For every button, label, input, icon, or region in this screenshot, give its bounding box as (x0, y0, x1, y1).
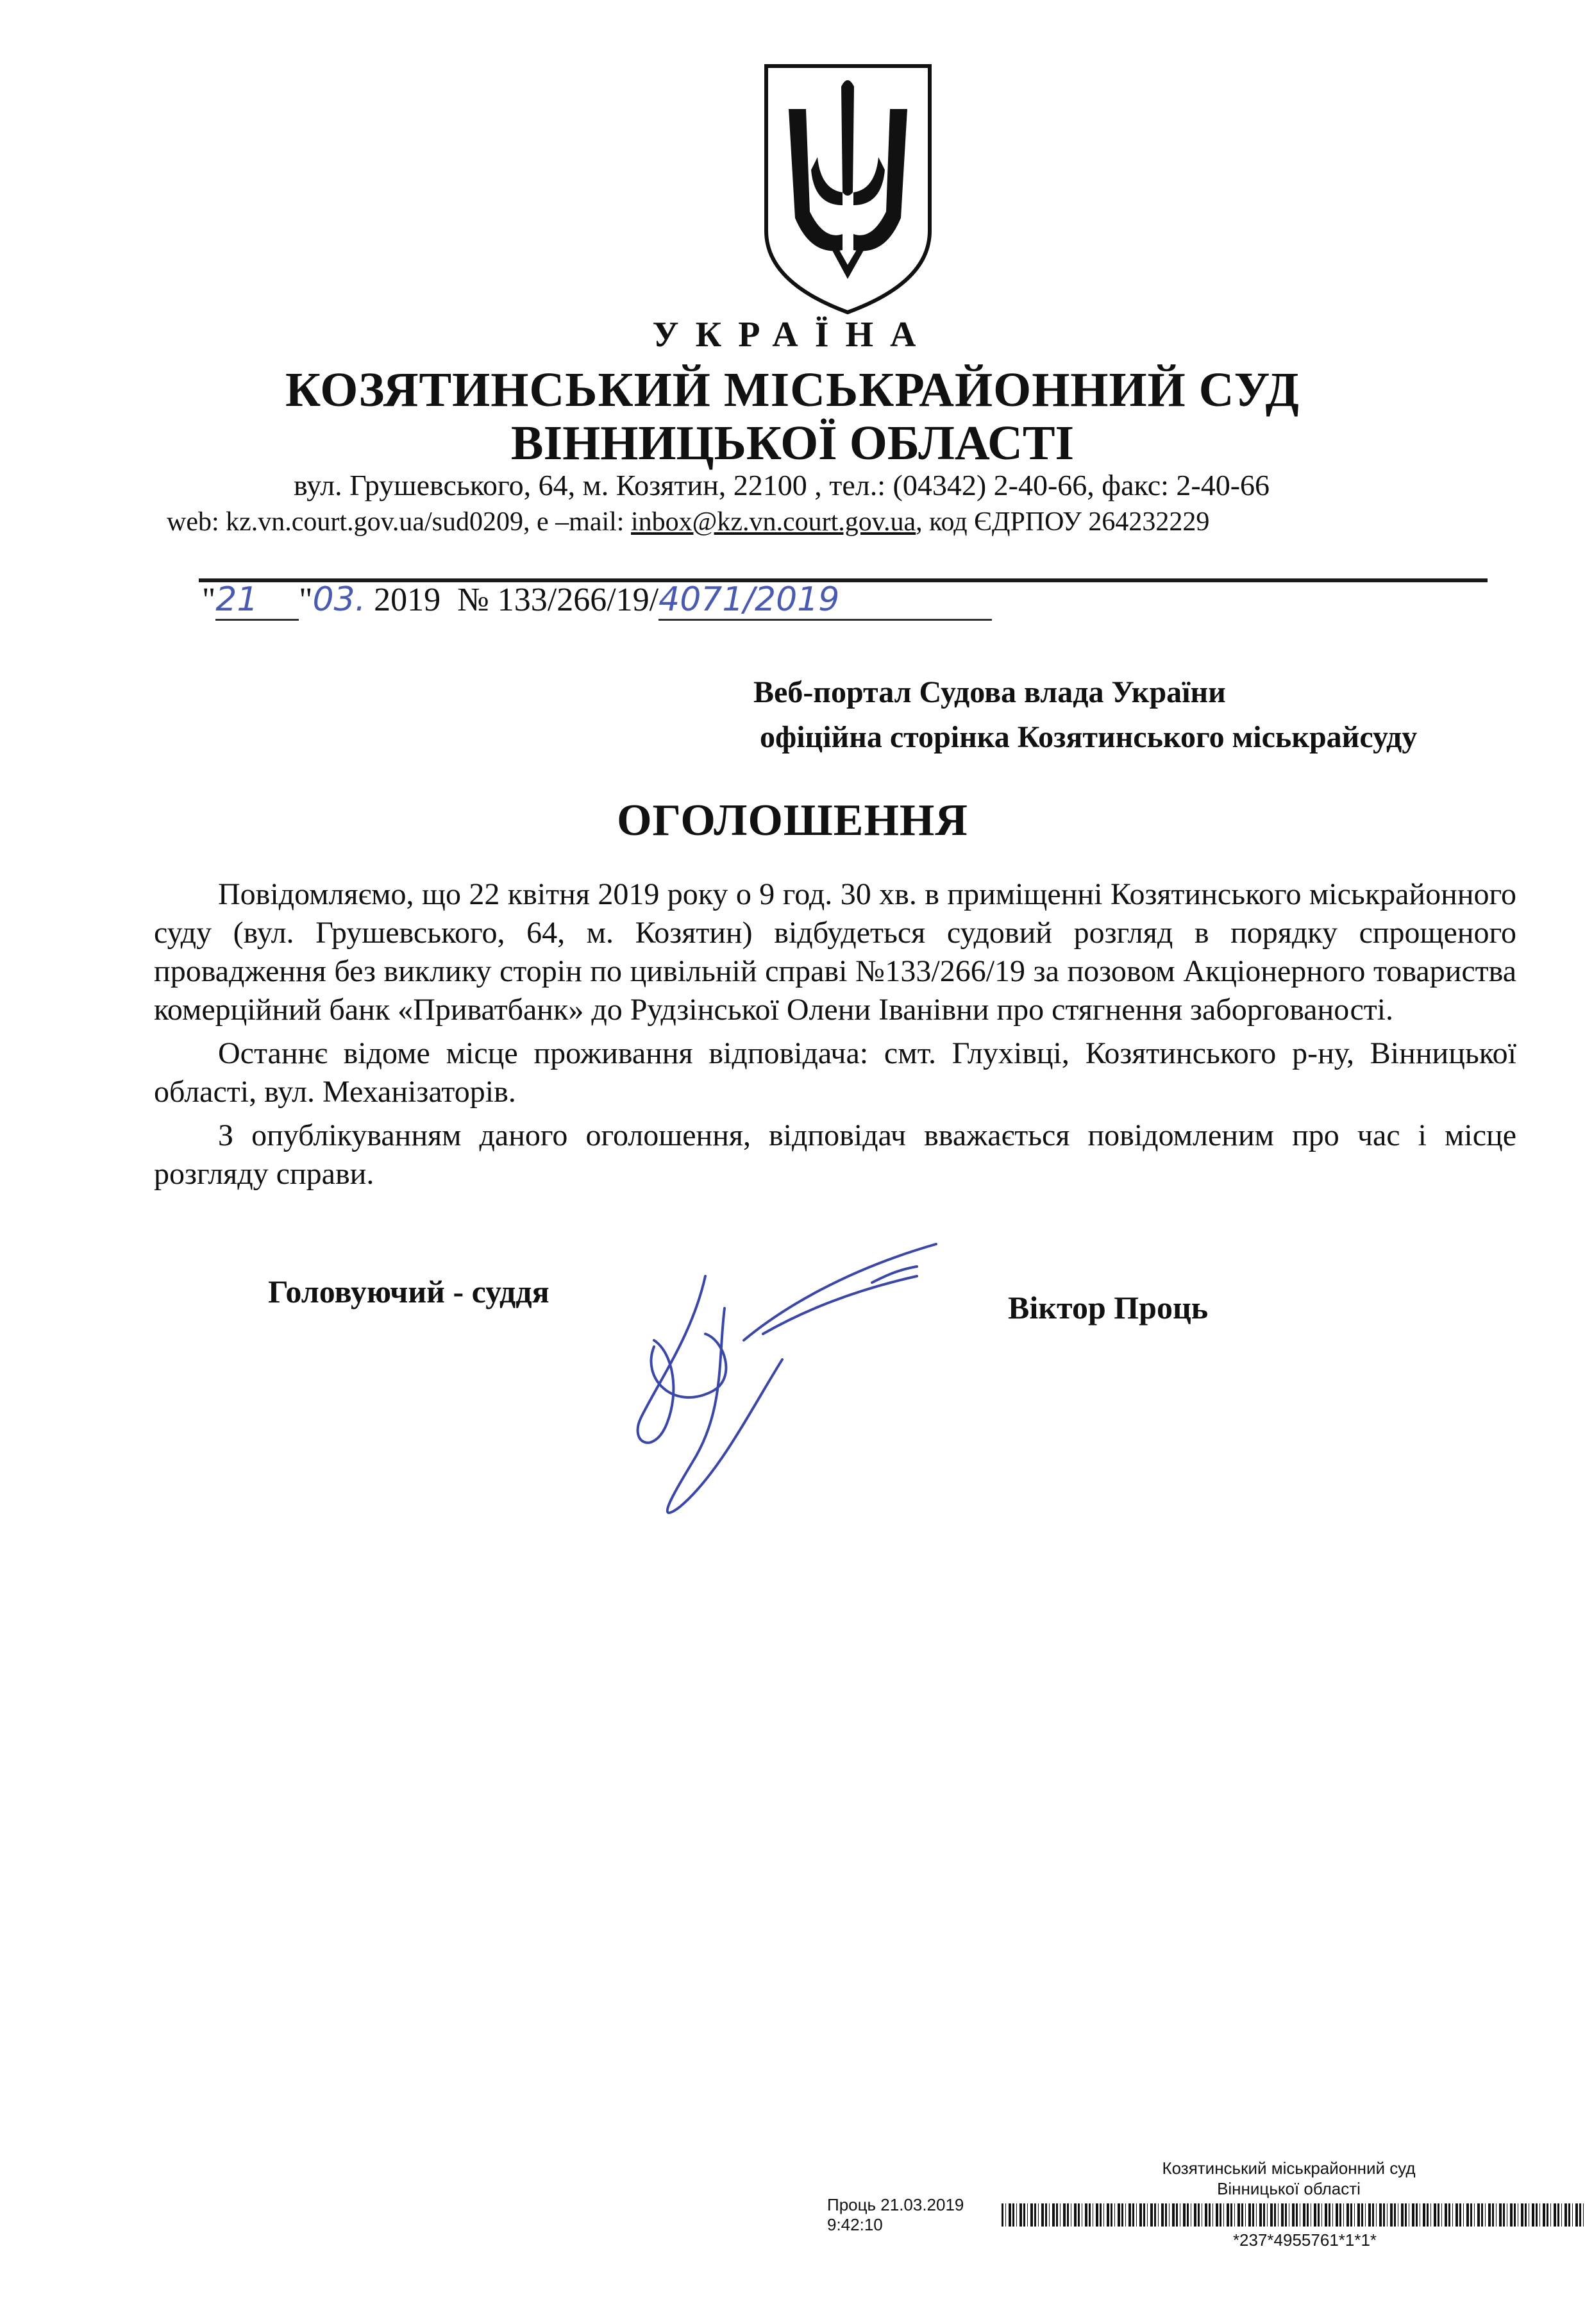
recipient-line-2: офіційна сторінка Козятинського міськрайсуду (760, 720, 1418, 754)
ref-number: № 133/266/19/ (457, 582, 659, 618)
registration-stamp (1122, 2158, 1455, 2199)
web-prefix: web: kz.vn.court.gov.ua/sud0209, е –mail: (167, 507, 631, 537)
court-name: КОЗЯТИНСЬКИЙ МІСЬКРАЙОННИЙ СУД (285, 363, 1300, 417)
ref-outgoing-number: 4071/2019 (658, 580, 992, 621)
signatory-title: Головуючий - суддя (268, 1274, 549, 1309)
recipient-block (753, 670, 1417, 760)
ref-month: 03. (312, 580, 366, 619)
court-region: ВІННИЦЬКОЇ ОБЛАСТІ (510, 416, 1075, 470)
court-contacts (167, 507, 1417, 537)
country-name: УКРАЇНА (652, 315, 933, 355)
ref-day: 21 (215, 580, 299, 621)
announcement-body (154, 875, 1516, 1199)
court-address: вул. Грушевського, 64, м. Козятин, 22100 , тел.: (04342) 2-40-66, факс: 2-40-66 (294, 469, 1270, 501)
stamp-court-line-2: Вінницької області (1217, 2179, 1361, 2198)
ref-year: 2019 (374, 582, 441, 618)
barcode (1002, 2203, 1585, 2227)
registration-row (827, 2195, 1585, 2234)
document-reference: "21 "03. 2019 № 133/266/19/4071/2019 (202, 580, 992, 621)
document-title: ОГОЛОШЕННЯ (617, 796, 968, 845)
registration-info: Проць 21.03.2019 9:42:10 (827, 2195, 964, 2234)
handwritten-signature (616, 1231, 949, 1539)
body-paragraph-1: Повідомляємо, що 22 квітня 2019 року о 9 год. 30 хв. в приміщенні Козятинського міськрайонного суду (вул. Грушевського, 64, м. Козятин) відбудеться судовий розгляд в порядку спрощеного провадження без виклику сторін по цивільній справі №133/266/19 за позовом Акціонерного товариства комерційний банк «Приватбанк» до Рудзінської Олени Іванівни про стягнення заборгованості. (154, 877, 1516, 1027)
recipient-line-1: Веб-портал Судова влада України (753, 675, 1226, 709)
body-paragraph-3: З опублікуванням даного оголошення, відповідач вважається повідомленим про час і місце розгляду справи. (154, 1118, 1516, 1191)
body-paragraph-2: Останнє відоме місце проживання відповідача: смт. Глухівці, Козятинського р-ну, Вінницької області, вул. Механізаторів. (154, 1036, 1516, 1109)
email-link[interactable]: inbox@kz.vn.court.gov.ua (630, 507, 916, 537)
stamp-court-line-1: Козятинський міськрайонний суд (1162, 2159, 1416, 2178)
signatory-name: Віктор Проць (1008, 1290, 1209, 1326)
barcode-code: *237*4955761*1*1* (1232, 2230, 1377, 2250)
trident-coat-of-arms-icon (760, 61, 936, 317)
web-suffix: , код ЄДРПОУ 264232229 (916, 507, 1210, 537)
